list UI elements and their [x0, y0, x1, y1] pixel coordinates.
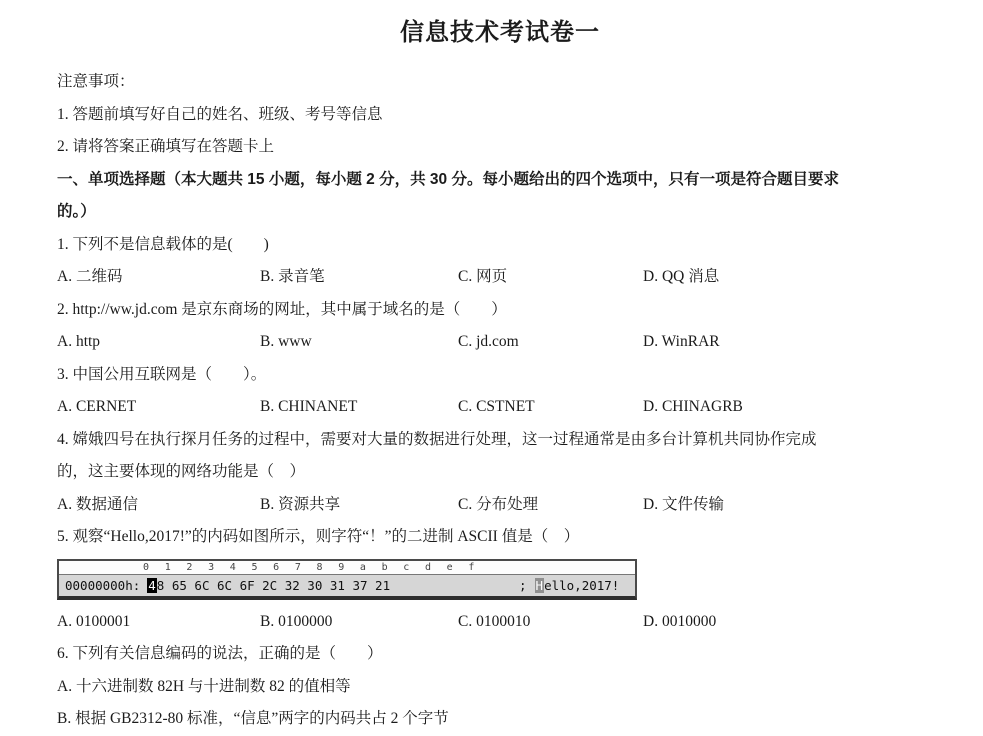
hex-col-label: b [381, 561, 388, 573]
hex-column-headers [59, 561, 635, 575]
hex-col-label: 5 [251, 561, 258, 573]
option-c: C. jd.com [458, 333, 519, 350]
question-6-option-a: A. 十六进制数 82H 与十进制数 82 的值相等 [57, 677, 351, 695]
hex-col-label: 4 [229, 561, 236, 573]
hex-col-label: 3 [208, 561, 215, 573]
hex-col-label: 1 [164, 561, 171, 573]
hex-col-label: e [446, 561, 453, 573]
hex-col-label: 0 [143, 561, 150, 573]
page-title: 信息技术考试卷一 [400, 19, 600, 46]
option-c: C. 分布处理 [458, 495, 539, 513]
hex-col-label: a [359, 561, 366, 573]
question-5-options [57, 606, 943, 639]
option-b: B. www [260, 333, 312, 350]
hex-ascii-highlight: H [535, 577, 544, 593]
hex-col-label: 2 [186, 561, 193, 573]
option-a: A. 数据通信 [57, 495, 138, 513]
question-1-text: 1. 下列不是信息载体的是( ) [57, 235, 269, 253]
notice-item-1: 1. 答题前填写好自己的姓名、班级、考号等信息 [57, 105, 383, 123]
option-d: D. 0010000 [643, 612, 717, 630]
question-4-text-continued: 的，这主要体现的网络功能是（ ） [57, 463, 306, 480]
question-1-options [57, 261, 943, 294]
option-b: B. 资源共享 [260, 495, 341, 513]
hex-data-row [59, 575, 635, 596]
hex-col-label: c [403, 561, 410, 573]
question-2-options [57, 326, 943, 359]
hex-col-label: 7 [294, 561, 301, 573]
option-d: D. CHINAGRB [643, 398, 743, 415]
question-6-text: 6. 下列有关信息编码的说法，正确的是（ ） [57, 645, 383, 662]
notice-item-2: 2. 请将答案正确填写在答题卡上 [57, 138, 275, 155]
hex-col-label: 9 [338, 561, 345, 573]
hex-col-label: f [468, 561, 475, 573]
hex-ascii-semicolon: ; [519, 577, 527, 593]
question-4-text: 4. 嫦娥四号在执行探月任务的过程中，需要对大量的数据进行处理，这一过程通常是由多台计算机共同协作完成 [57, 430, 817, 448]
option-a: A. 二维码 [57, 268, 123, 285]
hex-col-label: 6 [273, 561, 280, 573]
option-a: A. http [57, 333, 101, 350]
question-3-text: 3. 中国公用互联网是（ ）。 [57, 365, 267, 383]
question-2-text: 2. http://ww.jd.com 是京东商场的网址，其中属于域名的是（ ） [57, 300, 507, 318]
hex-ascii-rest: ello,2017! [544, 577, 620, 593]
option-b: B. 录音笔 [260, 268, 325, 285]
option-d: D. WinRAR [643, 333, 720, 350]
notice-heading: 注意事项： [57, 73, 135, 90]
hex-offset-label: 00000000h: [65, 577, 141, 593]
option-c: C. 0100010 [458, 612, 531, 630]
option-c: C. 网页 [458, 268, 508, 285]
hex-ascii [519, 575, 619, 596]
hexdump-image [57, 559, 637, 600]
section-heading-line1: 一、单项选择题（本大题共 15 小题，每小题 2 分，共 30 分。每小题给出的四个选项中，只有一项是符合题目要求 [57, 170, 839, 188]
option-a: A. 0100001 [57, 612, 131, 630]
option-b: B. 0100000 [260, 612, 333, 630]
hex-bytes: 8 65 6C 6C 6F 2C 32 30 31 37 21 [156, 577, 391, 593]
question-4-options [57, 489, 943, 522]
option-a: A. CERNET [57, 398, 137, 415]
option-d: D. QQ 消息 [643, 268, 720, 285]
option-c: C. CSTNET [458, 398, 535, 415]
question-5-text: 5. 观察“Hello,2017!”的内码如图所示，则字符“！”的二进制 ASCII 值是（ ） [57, 528, 580, 545]
section-heading-line2: 的。） [57, 203, 96, 220]
hex-byte-highlight: 4 [148, 577, 156, 593]
question-6-option-b: B. 根据 GB2312-80 标准，“信息”两字的内码共占 2 个字节 [57, 710, 449, 727]
hex-col-label: 8 [316, 561, 323, 573]
question-3-options [57, 391, 943, 424]
option-d: D. 文件传输 [643, 495, 724, 513]
hex-col-label: d [424, 561, 431, 573]
option-b: B. CHINANET [260, 398, 358, 415]
